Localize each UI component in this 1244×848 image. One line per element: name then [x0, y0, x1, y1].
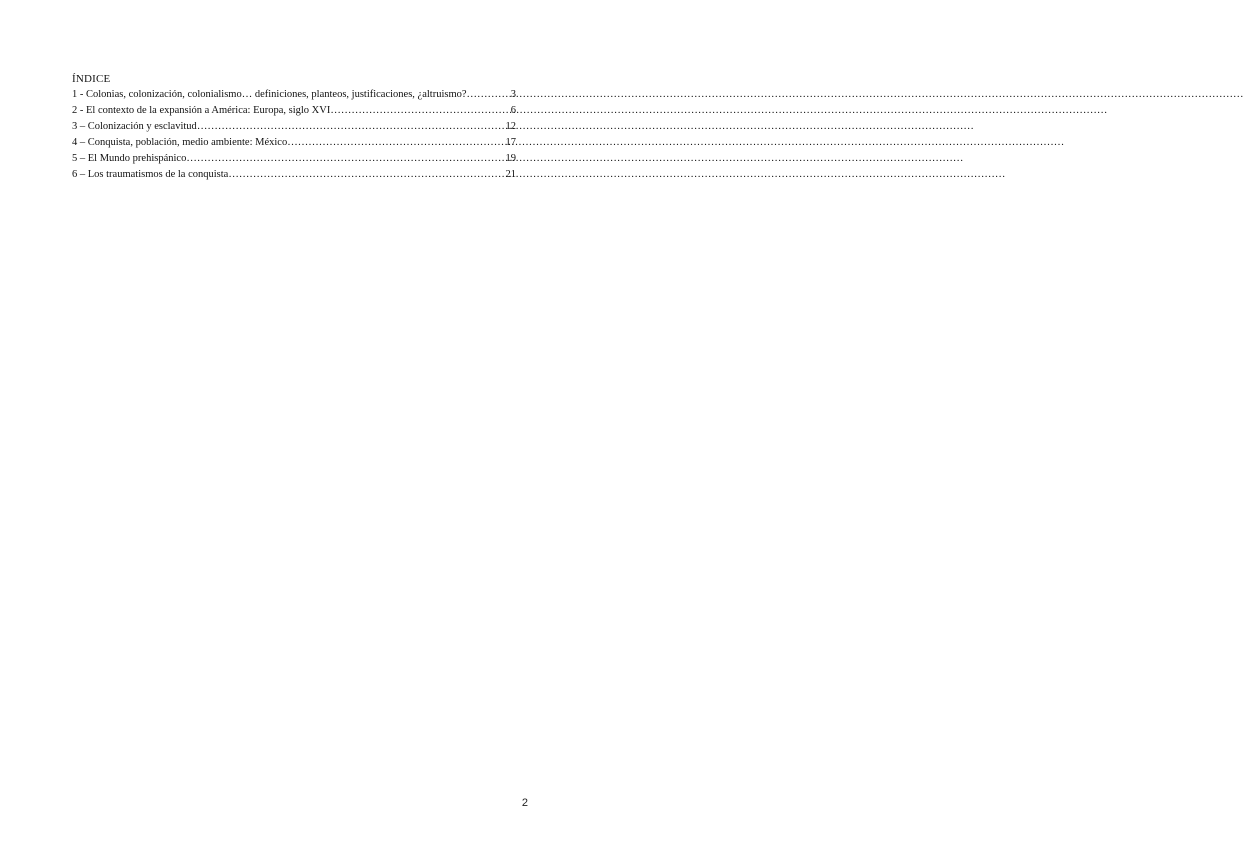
toc-entry-text: 4 – Conquista, población, medio ambiente: México	[72, 137, 288, 148]
toc-entry[interactable]	[72, 119, 516, 135]
toc-entry-text: 3 – Colonización y esclavitud	[72, 121, 197, 132]
toc-entry-text: 6 – Los traumatismos de la conquista	[72, 169, 229, 180]
toc-leader-dots	[186, 151, 505, 167]
toc-entry[interactable]	[72, 151, 516, 167]
page-number: 2	[521, 797, 528, 809]
toc-leader-dots	[330, 103, 510, 119]
toc-list	[72, 87, 516, 183]
toc-entry-text: 5 – El Mundo prehispánico	[72, 153, 187, 164]
toc-entry[interactable]	[72, 103, 516, 119]
toc-leader-dots	[197, 119, 506, 135]
document-page	[0, 0, 600, 848]
toc-entry-text: 1 - Colonias, colonización, colonialismo… definiciones, planteos, justificaciones, ¿altruismo?	[72, 89, 467, 100]
toc-leader-dots	[228, 167, 505, 183]
toc-entry-page: 19	[505, 153, 516, 164]
toc-leader-dots	[287, 135, 505, 151]
toc-entry[interactable]	[72, 135, 516, 151]
toc-entry-page: 21	[505, 169, 516, 180]
toc-entry[interactable]	[72, 87, 516, 103]
toc-entry-page: 3	[510, 89, 516, 100]
toc-entry-text: 2 - El contexto de la expansión a América: Europa, siglo XVI	[72, 105, 331, 116]
toc-entry-page: 12	[505, 121, 516, 132]
toc-entry[interactable]	[72, 167, 516, 183]
toc-entry-page: 6	[510, 105, 516, 116]
toc-entry-page: 17	[505, 137, 516, 148]
toc-leader-dots	[467, 87, 511, 103]
toc-title: ÍNDICE	[72, 73, 111, 85]
table-of-contents	[72, 72, 516, 183]
